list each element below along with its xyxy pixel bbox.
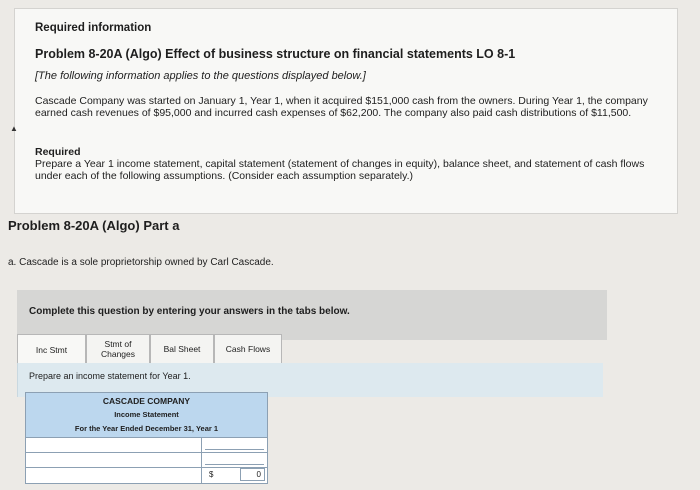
required-heading: Required xyxy=(35,146,81,158)
tab-stmt-of-changes[interactable] xyxy=(86,334,150,364)
part-assumption: a. Cascade is a sole proprietorship owned by Carl Cascade. xyxy=(8,257,274,268)
tab-cash-flows[interactable]: Cash Flows xyxy=(214,334,282,364)
problem-intro: Cascade Company was started on January 1, Year 1, when it acquired $151,000 cash from the owners. During Year 1, the company earned cash revenues of $95,000 and incurred cash expenses of $62,200. The company also paid cash distributions of $11,500. xyxy=(35,95,648,119)
statement-name: Income Statement xyxy=(114,410,179,419)
instructions-bar xyxy=(17,290,607,340)
total-amount-field[interactable]: 0 xyxy=(240,468,265,481)
amount-input[interactable] xyxy=(202,438,267,452)
tab-inc-stmt[interactable]: Inc Stmt xyxy=(17,334,86,364)
tab-bal-sheet[interactable]: Bal Sheet xyxy=(150,334,214,364)
company-name: CASCADE COMPANY xyxy=(102,396,191,406)
required-text: Prepare a Year 1 income statement, capital statement (statement of changes in equity), balance sheet, and statement of cash flows under each of the following assumptions. (Consider each assumption separately.) xyxy=(35,158,645,182)
required-information-heading: Required information xyxy=(35,22,152,34)
instructions-text: Complete this question by entering your answers in the tabs below. xyxy=(29,306,350,317)
required-information-panel xyxy=(14,8,678,214)
tab-stmt-of-changes-label: Stmt of Changes xyxy=(100,339,136,359)
table-row xyxy=(26,452,267,467)
line-item-input[interactable] xyxy=(26,453,202,467)
total-label-input[interactable] xyxy=(26,468,202,483)
total-cell xyxy=(202,468,267,482)
collapse-arrow-icon[interactable]: ▲ xyxy=(10,124,18,133)
line-item-input[interactable] xyxy=(26,438,202,452)
table-row xyxy=(26,437,267,452)
tab-instruction: Prepare an income statement for Year 1. xyxy=(29,371,191,381)
applies-note: [The following information applies to the questions displayed below.] xyxy=(35,70,366,82)
statement-header xyxy=(26,393,267,437)
total-row xyxy=(26,467,267,483)
statement-period: For the Year Ended December 31, Year 1 xyxy=(74,424,219,433)
amount-input[interactable] xyxy=(202,453,267,467)
problem-title: Problem 8-20A (Algo) Effect of business structure on financial statements LO 8-1 xyxy=(35,47,516,61)
income-statement-table xyxy=(25,392,268,484)
part-title: Problem 8-20A (Algo) Part a xyxy=(8,218,180,233)
dollar-sign: $ xyxy=(209,470,214,479)
